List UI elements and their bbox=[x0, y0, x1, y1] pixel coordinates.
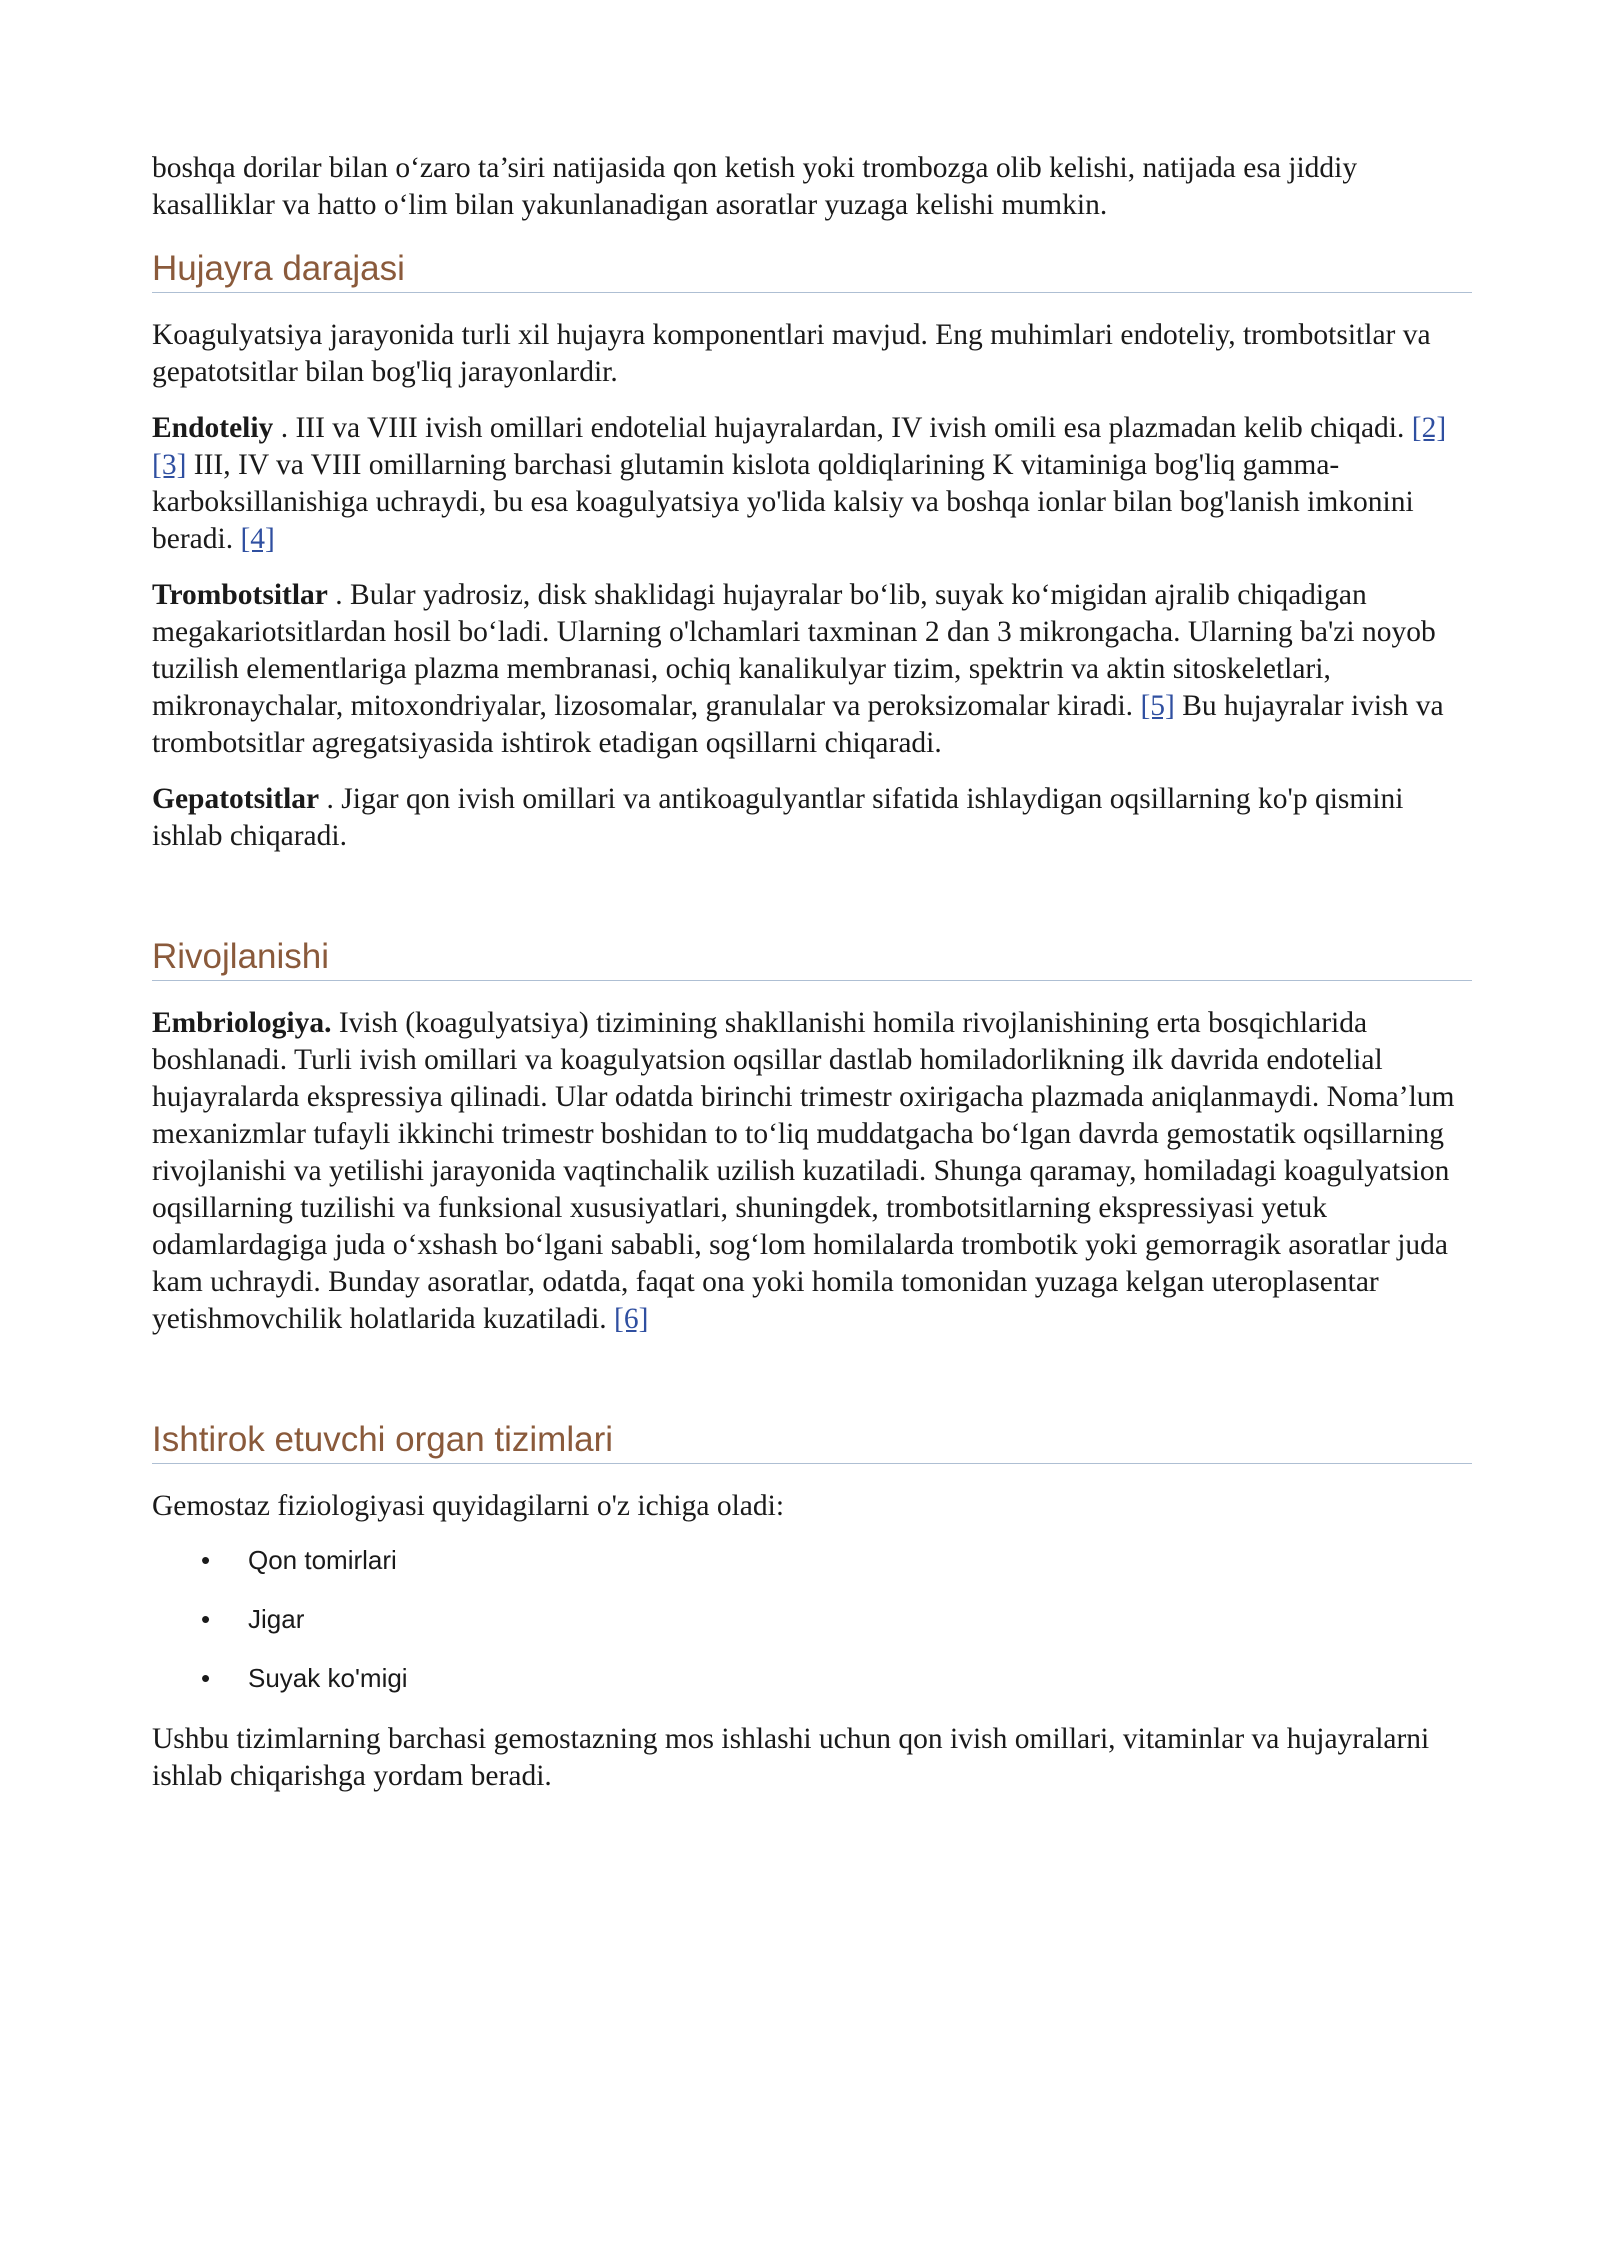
bullet-icon: • bbox=[201, 1545, 211, 1575]
trombotsitlar-text-2: Bu hujayralar ivish va trombotsitlar agregatsiyasida ishtirok etadigan oqsillarni chiqaradi. bbox=[152, 690, 1444, 759]
reference-link-6[interactable]: [6] bbox=[614, 1303, 649, 1335]
gepatotsitlar-term: Gepatotsitlar bbox=[152, 783, 320, 815]
heading-ishtirok-etuvchi-organ-tizimlari: Ishtirok etuvchi organ tizimlari bbox=[152, 1419, 1472, 1464]
reference-link-4[interactable]: [4] bbox=[240, 523, 275, 555]
gepatotsitlar-text-1: . Jigar qon ivish omillari va antikoagulyantlar sifatida ishlaydigan oqsillarning ko'p qismini ishlab chiqaradi. bbox=[152, 783, 1404, 852]
endoteliy-term: Endoteliy bbox=[152, 412, 274, 444]
heading-rivojlanishi: Rivojlanishi bbox=[152, 936, 1472, 981]
bullet-icon: • bbox=[201, 1604, 211, 1634]
list-item bbox=[152, 1662, 1472, 1694]
embriologiya-paragraph bbox=[152, 1005, 1472, 1338]
list-item bbox=[152, 1603, 1472, 1635]
organ-outro-paragraph: Ushbu tizimlarning barchasi gemostazning mos ishlashi uchun qon ivish omillari, vitaminlar va hujayralarni ishlab chiqarishga yordam beradi. bbox=[152, 1723, 1430, 1792]
heading-hujayra-darajasi: Hujayra darajasi bbox=[152, 248, 1472, 293]
list-item-label: Suyak ko'migi bbox=[248, 1663, 408, 1693]
section-spacer bbox=[152, 874, 1472, 936]
trombotsitlar-text-1: . Bular yadrosiz, disk shaklidagi hujayralar bo‘lib, suyak ko‘migidan ajralib chiqadigan megakariotsitlardan hosil bo‘ladi. Ularning o'lchamlari taxminan 2 dan 3 mikrongacha. Ularning ba'zi noyob tuzilish elementlariga plazma membranasi, ochiq kanalikulyar tizim, spektrin va aktin sitoskeletlari, mikronaychalar, mitoxondriyalar, lizosomalar, granulalar va peroksizomalar kiradi. bbox=[152, 579, 1436, 722]
endoteliy-text-2: III, IV va VIII omillarning barchasi glutamin kislota qoldiqlarining K vitaminiga bog'liq gamma-karboksillanishiga uchraydi, bu esa koagulyatsiya yo'lida kalsiy va boshqa ionlar bilan bog'lanish imkonini beradi. bbox=[152, 449, 1414, 555]
bullet-icon: • bbox=[201, 1663, 211, 1693]
trombotsitlar-paragraph bbox=[152, 577, 1472, 762]
list-item-label: Jigar bbox=[248, 1604, 305, 1634]
reference-link-5[interactable]: [5] bbox=[1140, 690, 1175, 722]
section-spacer bbox=[152, 1357, 1472, 1419]
document-page bbox=[152, 150, 1472, 1814]
reference-link-3[interactable]: [3] bbox=[152, 449, 187, 481]
embriologiya-text-1: Ivish (koagulyatsiya) tizimining shakllanishi homila rivojlanishining erta bosqichlarida boshlanadi. Turli ivish omillari va koagulyatsion oqsillar dastlab homiladorlikning ilk davrida endotelial hujayralarda ekspressiya qilinadi. Ular odatda birinchi trimestr oxirigacha plazmada aniqlanmaydi. Noma’lum mexanizmlar tufayli ikkinchi trimestr boshidan to to‘liq muddatgacha bo‘lgan davrda gemostatik oqsillarning rivojlanishi va yetilishi jarayonida vaqtinchalik uzilish kuzatiladi. Shunga qaramay, homiladagi koagulyatsion oqsillarning tuzilishi va funksional xususiyatlari, shuningdek, trombotsitlarning ekspressiyasi yetuk odamlardagiga juda o‘xshash bo‘lgani sababli, sog‘lom homilalarda trombotik yoki gemorragik asoratlar juda kam uchraydi. Bunday asoratlar, odatda, faqat ona yoki homila tomonidan yuzaga kelgan uteroplasentar yetishmovchilik holatlarida kuzatiladi. bbox=[152, 1007, 1455, 1335]
list-item-label: Qon tomirlari bbox=[248, 1545, 397, 1575]
intro-paragraph: boshqa dorilar bilan o‘zaro ta’siri natijasida qon ketish yoki trombozga olib kelishi, natijada esa jiddiy kasalliklar va hatto o‘lim bilan yakunlanadigan asoratlar yuzaga kelishi mumkin. bbox=[152, 152, 1358, 221]
embriologiya-term: Embriologiya. bbox=[152, 1007, 332, 1039]
gepatotsitlar-paragraph bbox=[152, 781, 1472, 855]
organ-list bbox=[152, 1544, 1472, 1694]
hujayra-intro-paragraph: Koagulyatsiya jarayonida turli xil hujayra komponentlari mavjud. Eng muhimlari endoteliy, trombotsitlar va gepatotsitlar bilan bog'liq jarayonlardir. bbox=[152, 319, 1431, 388]
organ-intro-paragraph: Gemostaz fiziologiyasi quyidagilarni o'z ichiga oladi: bbox=[152, 1490, 785, 1522]
trombotsitlar-term: Trombotsitlar bbox=[152, 579, 328, 611]
endoteliy-text-1: . III va VIII ivish omillari endotelial hujayralardan, IV ivish omili esa plazmadan kelib chiqadi. bbox=[273, 412, 1412, 444]
endoteliy-paragraph bbox=[152, 410, 1472, 558]
list-item bbox=[152, 1544, 1472, 1576]
reference-link-2[interactable]: [2] bbox=[1411, 412, 1447, 444]
